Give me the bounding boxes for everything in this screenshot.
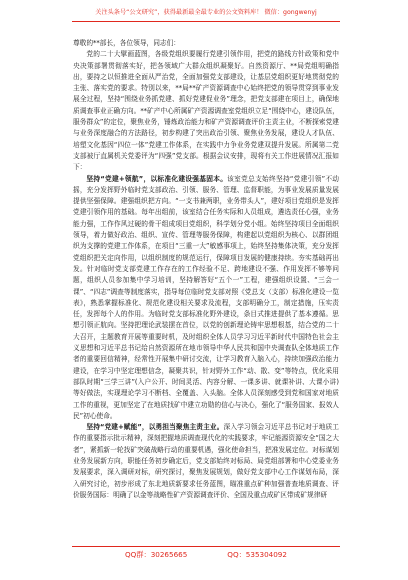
section-heading-empower: 坚持“党建+赋能”，以勇担当聚焦主责主业。	[86, 423, 224, 432]
paragraph-empower-text: 深入学习领会习近平总书记对于地质工作的重要指示批示精神，深刻把握地质调查现代化的实践要求，牢记能源资源安全“国之大者”，紧抓新一轮找矿突破战略行动的重要机遇，强化使命担当，把准发展定位。对标谋划业务发展新方向，职能任务初步确定后，党支部始终对标局、局党组部署和中心党委业务发展要求，深入调研对标，研究探讨，聚焦发展规划，做好党支部中心工作谋划布局，深入研究讨论，初步形成了东北地质新要求任务蓝图，瞄准重点矿种加强普查地质调查、评价服务国际：明确了以金等战略性矿产资源调查评价、全国及重点成矿区带成矿规律研	[73, 423, 339, 499]
header-divider	[72, 21, 340, 22]
paragraph-intro: 党的二十大擘画蓝图，各级党组织要履行党建引领作用，把党的路线方针政策和党中央决策部署贯彻落实好，把各领域广大群众组织凝聚好。自然资源厅、**局党组明确指出，要持之以恒推进全面从严治党，全面加强党支部建设，让基层党组织更好地贯彻党的主张、落实党的要求。特别以来，**局**矿产资源调查中心始终把党的领导贯穿到事业发展全过程，坚持“围绕业务抓党建、抓好党建促业务”理念，把党支部建在项目上，确保地质调查事业正确方向。**矿产中心所属矿产资源调查室党组织立足“围绕中心，建设队伍，服务群众”的定位，聚焦业务，锤炼政治能力和矿产资源调查评价主责主业，不断探索党建与业务深度融合的方法路径，初步构建了突出政治引领、聚焦业务发展，建设人才队伍、培塑文化基因“四位一体”党建工作体系，在实践中力争业务党建双提升发展。所属第二党支部被厅直属机关党委评为“四强”党支部。根据会议安排，现将有关工作进展情况汇报如下：	[73, 50, 339, 172]
footer-qq-group: QQ群：30265665	[125, 550, 188, 559]
footer-contact	[72, 549, 340, 561]
footer-qq: QQ：535304092	[227, 550, 287, 559]
header-banner: 关注头条号“公文研究”，获得最新最全最专业的公文资料库！ 微信：gongwenyj	[95, 9, 317, 16]
paragraph-party-guidance	[73, 174, 339, 423]
paragraph-guidance-text: 该室党总支始终坚持“党建引领”不动摇，充分发挥野外临时党支部政治、引领、服务、管理、监督职能，为事业发展质量发展提供坚强保障。建强组织把方向。“一支书兼两职，业务带头人”，建好项目党组织是发挥党建引领作用的基础。每年出组前，该室结合任务实际和人员组成，遴选责任心强，业务能力强，工作作风过硬的骨干组成项目党组织，科学划分党小组。始终坚持项目全面组织领导，着力做好政治、组织、宣传、管理等服务保障，构建起以党组织为核心、以群团组织为支撑的党建工作体系，在项目“三重一大”敏感事项上，始终坚持集体决策，充分发挥党组织把关定向作用，以组织制度的规范运行，保障项目发展的健康持续。夯实基础再出发。针对临时党支部党建工作存在的工作经验不足、跨地建设不强、作用发挥不够等问题，组织人员参加集中学习培训，坚持解答好“五个一”工程，建强组织设置、“三会一课”、“四志”调查等制度落实，指导每位临时党支部对照《党总支（支部）标准化建设一览表》，熟悉掌握标准化、规范化建设相关要求及流程，支部明确分工，制定措施，压实责任，发挥每个人的作用。为临时党支部标准化野外建设，条目式推进提供了基本遵循。思想引领正航向。坚持把理论武装摆在首位，以党的创新理论铸牢思想根基，结合党的二十大召开，主题教育开展等重要时机，及时组织全体人员学习习近平新时代中国特色社会主义思想和习近平总书记给自然资源所在地市领导中华人民共和国中央调查队全体地质工作者的重要回信精神，经常性开展集中研讨交流，让学习教育入脑入心，持续加强政治能力建设，在学习中坚定理想信念，凝聚共识，针对野外工作“动、散、变”等特点，优化采用部队时期“三学三讲”(入户公开、时间灵活、内容分解、一课多讲、就课补讲、大课小讲) 等好做法，实现理论学习不断档、全覆盖、入头脑。全体人员深刻感受到党和国家对地质工作的重视，更加坚定了在地质找矿中建立功勋的信心与决心，强化了“服务国家、报效人民”初心使命。	[73, 174, 339, 420]
document-body	[73, 38, 339, 501]
paragraph-party-empower	[73, 422, 339, 501]
footer-divider	[72, 546, 340, 547]
section-heading-guidance: 坚持“党建+领航”，以标准化建设强基固本。	[86, 174, 228, 183]
salutation: 尊敬的**部长，各位领导，同志们：	[73, 39, 180, 47]
